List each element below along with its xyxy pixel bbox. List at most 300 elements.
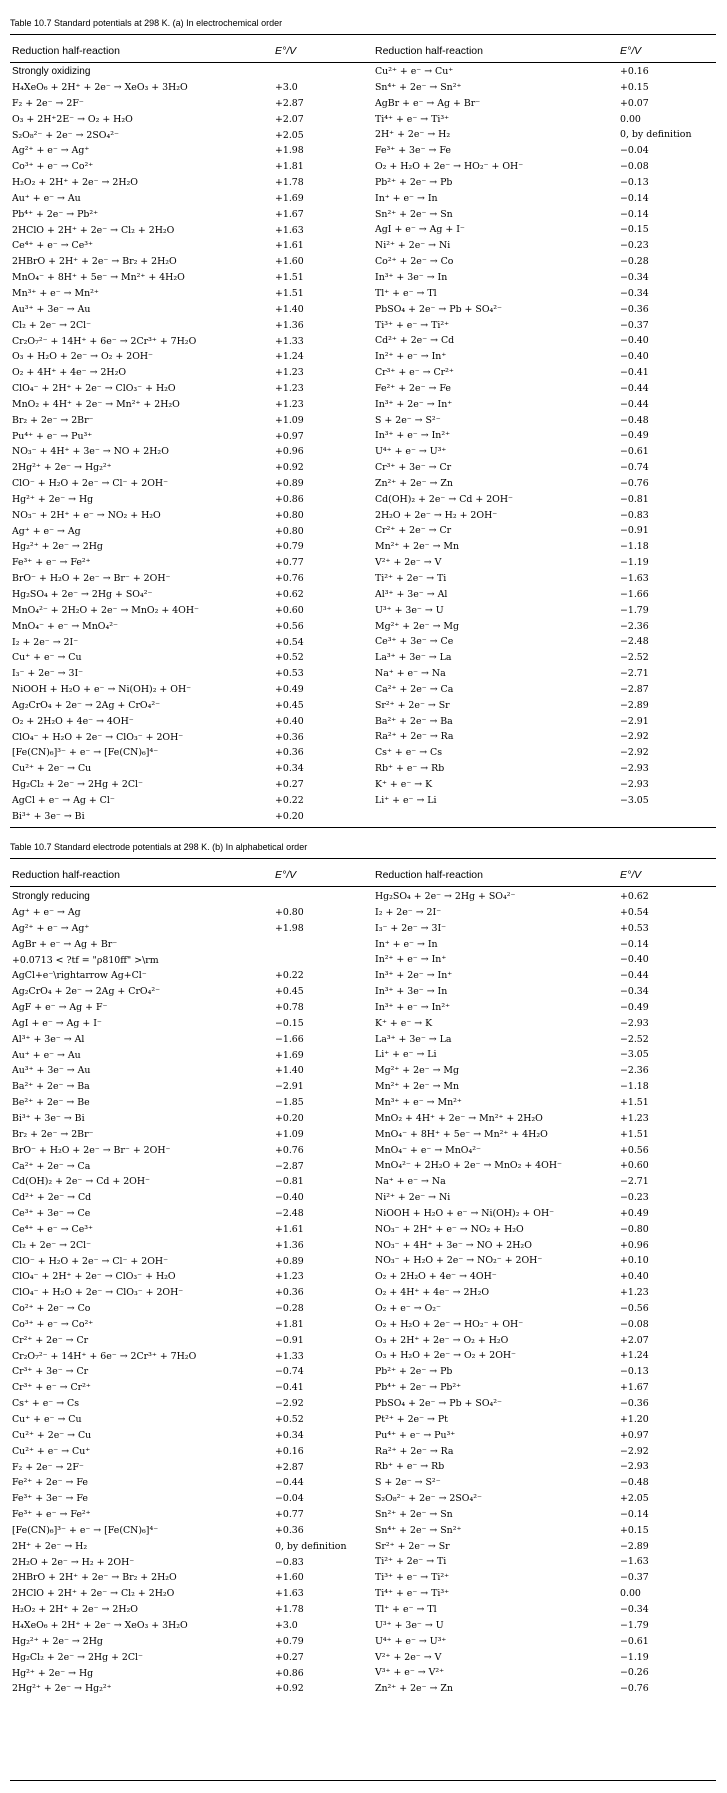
half-reaction: K⁺ + e⁻ → K [375, 1017, 433, 1029]
half-reaction: Hg₂Cl₂ + 2e⁻ → 2Hg + 2Cl⁻ [12, 779, 143, 791]
half-reaction: Ni²⁺ + 2e⁻ → Ni [375, 240, 451, 252]
half-reaction: O₃ + H₂O + 2e⁻ → O₂ + 2OH⁻ [375, 1350, 517, 1362]
half-reaction: MnO₄²⁻ + 2H₂O + 2e⁻ → MnO₂ + 4OH⁻ [375, 1160, 562, 1172]
half-reaction: ClO⁻ + H₂O + 2e⁻ → Cl⁻ + 2OH⁻ [12, 478, 169, 490]
potential-value: +1.51 [620, 1096, 649, 1108]
table-row [10, 1681, 716, 1697]
potential-value: −2.87 [620, 683, 649, 695]
half-reaction: Sn⁴⁺ + 2e⁻ → Sn²⁺ [375, 1524, 462, 1536]
table-row [10, 761, 716, 777]
table-row [10, 238, 716, 254]
table-row [10, 809, 716, 825]
potential-value: +0.54 [620, 906, 649, 918]
half-reaction: Cl₂ + 2e⁻ → 2Cl⁻ [12, 319, 92, 331]
table-row [10, 1111, 716, 1127]
potential-value: +0.80 [275, 907, 304, 918]
potential-value: +1.61 [275, 1223, 304, 1235]
table-row [10, 523, 716, 539]
potential-value: −0.37 [620, 319, 649, 331]
potential-value: +0.40 [620, 1271, 649, 1283]
half-reaction: ClO₄⁻ + 2H⁺ + 2e⁻ → ClO₃⁻ + H₂O [12, 1271, 176, 1283]
potential-value: +0.15 [620, 1524, 649, 1536]
potential-value: −0.40 [275, 1192, 304, 1204]
table-row [10, 1285, 716, 1301]
table-b-caption: Table 10.7 Standard electrode potentials at 298 K. (b) In alphabetical order [10, 842, 308, 852]
table-row [10, 619, 716, 635]
potential-value: −0.49 [620, 430, 649, 442]
potential-value: −2.36 [620, 620, 649, 632]
potential-value: +0.40 [275, 715, 304, 727]
potential-value: +1.23 [275, 398, 304, 410]
potential-value: −0.04 [620, 145, 649, 157]
potential-value: +1.36 [275, 1239, 304, 1251]
table-row [10, 1459, 716, 1475]
half-reaction: NO₃⁻ + 2H⁺ + e⁻ → NO₂ + H₂O [12, 509, 161, 521]
half-reaction: In³⁺ + 2e⁻ → In⁺ [375, 970, 453, 982]
potential-value: −1.79 [620, 1619, 649, 1631]
potential-value: −0.44 [275, 1477, 304, 1489]
half-reaction: K⁺ + e⁻ → K [375, 778, 433, 790]
half-reaction: Cr²⁺ + 2e⁻ → Cr [375, 525, 452, 537]
half-reaction: In³⁺ + 3e⁻ → In [375, 986, 448, 998]
half-reaction: MnO₄²⁻ + 2H₂O + 2e⁻ → MnO₂ + 4OH⁻ [12, 604, 199, 616]
potential-value: −2.52 [620, 652, 649, 664]
table-row [10, 1158, 716, 1174]
table-row [10, 159, 716, 175]
potential-value: +0.96 [620, 1239, 649, 1251]
half-reaction: Ca²⁺ + 2e⁻ → Ca [12, 1160, 91, 1172]
table-row [10, 1190, 716, 1206]
half-reaction: Au⁺ + e⁻ → Au [12, 192, 81, 204]
potential-value: +1.69 [275, 1049, 304, 1061]
potential-value: −3.05 [620, 794, 649, 806]
potential-value: −0.81 [275, 1176, 304, 1188]
half-reaction: Hg²⁺ + 2e⁻ → Hg [12, 493, 94, 505]
table-row [10, 1333, 716, 1349]
table-row [10, 714, 716, 730]
table-row [10, 889, 716, 905]
potential-value: +0.79 [275, 1635, 304, 1647]
potential-value: −2.93 [620, 763, 649, 775]
table-row [10, 1206, 716, 1222]
potential-value: −2.52 [620, 1033, 649, 1045]
table-row [10, 1650, 716, 1666]
half-reaction: Hg₂SO₄ + 2e⁻ → 2Hg + SO₄²⁻ [12, 589, 153, 600]
potential-value: −2.87 [275, 1160, 304, 1172]
potential-value: +0.20 [275, 1112, 304, 1124]
potential-value: +2.07 [620, 1334, 649, 1346]
half-reaction: Cu²⁺ + 2e⁻ → Cu [12, 763, 92, 775]
half-reaction: Ti²⁺ + 2e⁻ → Ti [375, 1556, 447, 1568]
table-a-header-rule [10, 62, 716, 63]
half-reaction: Cr₂O₇²⁻ + 14H⁺ + 6e⁻ → 2Cr³⁺ + 7H₂O [12, 335, 197, 347]
half-reaction: ClO₄⁻ + 2H⁺ + 2e⁻ → ClO₃⁻ + H₂O [12, 383, 176, 395]
potential-value: +0.97 [620, 1429, 649, 1441]
half-reaction: BrO⁻ + H₂O + 2e⁻ → Br⁻ + 2OH⁻ [12, 1144, 171, 1156]
potential-value: +1.20 [620, 1413, 649, 1425]
half-reaction: ClO₄⁻ + H₂O + 2e⁻ → ClO₃⁻ + 2OH⁻ [12, 731, 184, 743]
half-reaction: I₃⁻ + 2e⁻ → 3I⁻ [12, 668, 84, 680]
half-reaction: O₃ + 2H⁺2E⁻ → O₂ + H₂O [12, 113, 133, 125]
table-row [10, 1301, 716, 1317]
potential-value: +0.54 [275, 636, 304, 648]
half-reaction: Bi³⁺ + 3e⁻ → Bi [12, 1112, 85, 1124]
potential-value: +0.45 [275, 699, 304, 711]
table-row [10, 1317, 716, 1333]
potential-value: +1.36 [275, 319, 304, 331]
potential-value: +0.16 [275, 1445, 304, 1457]
potential-value: −0.34 [620, 287, 649, 299]
potential-value: +0.49 [620, 1207, 649, 1219]
table-row [10, 175, 716, 191]
half-reaction: Hg²⁺ + 2e⁻ → Hg [12, 1667, 94, 1679]
table-a-bottom-rule [10, 827, 716, 828]
potential-value: +0.76 [275, 573, 304, 585]
potential-value: −0.44 [620, 970, 649, 982]
potential-value: +0.78 [275, 1002, 304, 1014]
table-row [10, 968, 716, 984]
potential-value: −0.14 [620, 192, 649, 204]
table-row [10, 1428, 716, 1444]
potential-value: +0.22 [275, 970, 304, 982]
table-a-top-rule [10, 34, 716, 35]
half-reaction: MnO₄⁻ + e⁻ → MnO₄²⁻ [375, 1144, 481, 1156]
potential-value: −2.71 [620, 1176, 649, 1188]
potential-value: +1.33 [275, 1350, 304, 1362]
half-reaction: Fe²⁺ + 2e⁻ → Fe [375, 382, 451, 394]
potential-value: +0.52 [275, 1414, 304, 1425]
potential-value: −2.93 [620, 1461, 649, 1473]
table-row [10, 634, 716, 650]
half-reaction: Mn²⁺ + 2e⁻ → Mn [375, 541, 460, 553]
potential-value: −2.48 [275, 1208, 304, 1220]
potential-value: −0.41 [275, 1382, 304, 1394]
half-reaction: Mn³⁺ + e⁻ → Mn²⁺ [12, 287, 99, 299]
table-b-col4-header: E°/V [620, 869, 642, 881]
table-row [10, 1554, 716, 1570]
potential-value: +0.60 [275, 604, 304, 616]
table-row [10, 1523, 716, 1539]
half-reaction: Ti³⁺ + e⁻ → Ti²⁺ [375, 1572, 450, 1584]
half-reaction: In³⁺ + e⁻ → In²⁺ [375, 1001, 451, 1013]
half-reaction: 2H⁺ + 2e⁻ → H₂ [12, 1540, 88, 1552]
potential-value: −2.92 [620, 731, 649, 743]
table-row [10, 745, 716, 761]
half-reaction: Co²⁺ + 2e⁻ → Co [12, 1303, 91, 1315]
table-row [10, 682, 716, 698]
table-row [10, 1634, 716, 1650]
half-reaction: Cu²⁺ + e⁻ → Cu⁺ [12, 1445, 91, 1457]
potential-value: +2.05 [275, 129, 304, 141]
table-row [10, 191, 716, 207]
potential-value: +0.16 [620, 66, 649, 77]
potential-value: +0.96 [275, 446, 304, 458]
half-reaction: Pu⁴⁺ + e⁻ → Pu³⁺ [375, 1429, 456, 1441]
half-reaction: AgF + e⁻ → Ag + F⁻ [12, 1002, 108, 1014]
potential-value: −2.92 [275, 1398, 304, 1410]
potential-value: +0.60 [620, 1160, 649, 1172]
table-row [10, 1238, 716, 1254]
half-reaction: Ag₂CrO₄ + 2e⁻ → 2Ag + CrO₄²⁻ [12, 699, 161, 711]
potential-value: −2.36 [620, 1065, 649, 1077]
half-reaction: Ca²⁺ + 2e⁻ → Ca [375, 683, 454, 695]
potential-value: +0.80 [275, 509, 304, 521]
half-reaction: Ba²⁺ + 2e⁻ → Ba [375, 715, 453, 727]
half-reaction: Ti²⁺ + 2e⁻ → Ti [375, 573, 447, 584]
half-reaction: Sr²⁺ + 2e⁻ → Sr [375, 699, 450, 711]
half-reaction: O₂ + 4H⁺ + 4e⁻ → 2H₂O [12, 367, 127, 379]
half-reaction: ClO⁻ + H₂O + 2e⁻ → Cl⁻ + 2OH⁻ [12, 1255, 169, 1267]
half-reaction: PbSO₄ + 2e⁻ → Pb + SO₄²⁻ [375, 303, 502, 315]
table-row [10, 413, 716, 429]
half-reaction: O₂ + 2H₂O + 4e⁻ → 4OH⁻ [375, 1271, 497, 1283]
potential-value: −0.76 [620, 1683, 649, 1695]
potential-value: −0.83 [275, 1556, 304, 1568]
half-reaction: NiOOH + H₂O + e⁻ → Ni(OH)₂ + OH⁻ [12, 684, 192, 696]
half-reaction: Ce³⁺ + 3e⁻ → Ce [375, 636, 454, 648]
table-row [10, 1444, 716, 1460]
half-reaction: F₂ + 2e⁻ → 2F⁻ [12, 1461, 84, 1473]
half-reaction: Cr³⁺ + 3e⁻ → Cr [12, 1366, 89, 1378]
potential-value: −0.44 [620, 382, 649, 394]
potential-value: +1.23 [275, 367, 304, 379]
table-row [10, 508, 716, 524]
half-reaction: In³⁺ + e⁻ → In²⁺ [375, 430, 451, 442]
half-reaction: I₂ + 2e⁻ → 2I⁻ [375, 906, 442, 918]
table-a-col4-header: E°/V [620, 45, 642, 57]
table-row [10, 984, 716, 1000]
half-reaction: F₂ + 2e⁻ → 2F⁻ [12, 97, 84, 109]
half-reaction: NiOOH + H₂O + e⁻ → Ni(OH)₂ + OH⁻ [375, 1207, 555, 1219]
half-reaction: In²⁺ + e⁻ → In⁺ [375, 954, 447, 966]
potential-value: −0.15 [275, 1017, 304, 1029]
half-reaction: Cd(OH)₂ + 2e⁻ → Cd + 2OH⁻ [375, 493, 513, 505]
half-reaction: U³⁺ + 3e⁻ → U [375, 1619, 444, 1631]
table-b-section-label: Strongly reducing [12, 891, 90, 902]
half-reaction: Sn⁴⁺ + 2e⁻ → Sn²⁺ [375, 81, 462, 93]
table-row [10, 365, 716, 381]
half-reaction: Cs⁺ + e⁻ → Cs [12, 1398, 80, 1410]
half-reaction: Cu²⁺ + e⁻ → Cu⁺ [375, 66, 454, 77]
half-reaction: In⁺ + e⁻ → In [375, 938, 438, 950]
potential-value: +1.60 [275, 1572, 304, 1584]
potential-value: +0.07 [620, 97, 649, 109]
table-row [10, 1063, 716, 1079]
table-row [10, 1095, 716, 1111]
half-reaction: Cr₂O₇²⁻ + 14H⁺ + 6e⁻ → 2Cr³⁺ + 7H₂O [12, 1350, 197, 1362]
half-reaction: AgBr + e⁻ → Ag + Br⁻ [12, 938, 118, 950]
half-reaction: Na⁺ + e⁻ → Na [375, 668, 446, 680]
half-reaction: Co²⁺ + 2e⁻ → Co [375, 256, 454, 268]
potential-value: +0.62 [275, 589, 304, 600]
potential-value: +0.53 [620, 922, 649, 934]
table-a-right-rows [10, 64, 716, 809]
table-row [10, 1618, 716, 1634]
table-row [10, 428, 716, 444]
table-row [10, 127, 716, 143]
potential-value: −2.93 [620, 1017, 649, 1029]
potential-value: −0.13 [620, 1366, 649, 1378]
potential-value: +0.56 [275, 620, 304, 632]
potential-value: +1.33 [275, 335, 304, 347]
table-b-col3-header: Reduction half-reaction [375, 869, 483, 881]
half-reaction: H₄XeO₆ + 2H⁺ + 2e⁻ → XeO₃ + 3H₂O [12, 82, 188, 93]
half-reaction: AgI + e⁻ → Ag + I⁻ [12, 1017, 102, 1029]
potential-value: +3.0 [275, 82, 298, 93]
half-reaction: Ag²⁺ + e⁻ → Ag⁺ [12, 922, 90, 934]
half-reaction: U³⁺ + 3e⁻ → U [375, 604, 444, 616]
potential-value: +0.77 [275, 557, 304, 569]
potential-value: +0.92 [275, 462, 304, 474]
half-reaction: H₂O₂ + 2H⁺ + 2e⁻ → 2H₂O [12, 1604, 138, 1616]
potential-value: −0.40 [620, 954, 649, 966]
table-row [10, 905, 716, 921]
potential-value: +2.05 [620, 1493, 649, 1505]
table-row [10, 1475, 716, 1491]
half-reaction: Au³⁺ + 3e⁻ → Au [12, 303, 91, 315]
half-reaction: S₂O₈²⁻ + 2e⁻ → 2SO₄²⁻ [375, 1493, 482, 1505]
potential-value: +1.60 [275, 256, 304, 268]
half-reaction: 2HClO + 2H⁺ + 2e⁻ → Cl₂ + 2H₂O [12, 224, 175, 236]
table-row [10, 921, 716, 937]
potential-value: −0.74 [620, 462, 649, 474]
half-reaction: Al³⁺ + 3e⁻ → Al [375, 588, 448, 600]
potential-value: −1.85 [275, 1097, 304, 1109]
table-row [10, 1364, 716, 1380]
potential-value: 0, by definition [275, 1540, 347, 1552]
table-row [10, 729, 716, 745]
half-reaction: Mn³⁺ + e⁻ → Mn²⁺ [375, 1096, 462, 1108]
potential-value: +1.81 [275, 161, 304, 173]
potential-value: −1.79 [620, 604, 649, 616]
table-row [10, 112, 716, 128]
potential-value: −0.34 [620, 986, 649, 998]
potential-value: −2.91 [620, 715, 649, 727]
potential-value: +0.62 [620, 891, 649, 902]
table-row [10, 1222, 716, 1238]
table-row [10, 587, 716, 603]
potential-value: 0.00 [620, 1588, 641, 1600]
table-row [10, 1032, 716, 1048]
potential-value: −0.15 [620, 224, 649, 236]
half-reaction: Cu⁺ + e⁻ → Cu [12, 1414, 82, 1425]
potential-value: −0.48 [620, 414, 649, 426]
table-row [10, 1079, 716, 1095]
half-reaction: Cu²⁺ + 2e⁻ → Cu [12, 1429, 92, 1441]
table-row [10, 254, 716, 270]
half-reaction: Cl₂ + 2e⁻ → 2Cl⁻ [12, 1239, 92, 1251]
half-reaction: In³⁺ + 3e⁻ → In [375, 271, 448, 283]
table-row [10, 571, 716, 587]
half-reaction: 2HBrO + 2H⁺ + 2e⁻ → Br₂ + 2H₂O [12, 256, 177, 268]
half-reaction: Hg₂²⁺ + 2e⁻ → 2Hg [12, 541, 103, 553]
potential-value: −0.61 [620, 1635, 649, 1647]
table-row [10, 793, 716, 809]
half-reaction: Tl⁺ + e⁻ → Tl [375, 1603, 437, 1615]
potential-value: +1.63 [275, 1588, 304, 1600]
table-row [10, 349, 716, 365]
table-a-section-label: Strongly oxidizing [12, 66, 91, 77]
half-reaction: Ti⁴⁺ + e⁻ → Ti³⁺ [375, 1588, 450, 1600]
table-row [10, 333, 716, 349]
half-reaction: Ag⁺ + e⁻ → Ag [12, 907, 81, 918]
potential-value: −0.28 [275, 1303, 304, 1315]
potential-value: −0.08 [620, 1318, 649, 1330]
table-row [10, 698, 716, 714]
table-row [10, 1602, 716, 1618]
half-reaction: 2Hg²⁺ + 2e⁻ → Hg₂²⁺ [12, 462, 112, 474]
potential-value: −0.23 [620, 240, 649, 252]
potential-value: +1.09 [275, 1128, 304, 1140]
half-reaction: MnO₄⁻ + 8H⁺ + 5e⁻ → Mn²⁺ + 4H₂O [12, 272, 185, 284]
table-row [10, 397, 716, 413]
potential-value: +1.40 [275, 1065, 304, 1077]
half-reaction: Cd²⁺ + 2e⁻ → Cd [12, 1192, 92, 1204]
half-reaction: Fe³⁺ + e⁻ → Fe²⁺ [12, 557, 91, 569]
half-reaction: O₂ + e⁻ → O₂⁻ [375, 1302, 441, 1314]
half-reaction: 2HBrO + 2H⁺ + 2e⁻ → Br₂ + 2H₂O [12, 1572, 177, 1584]
half-reaction: MnO₄⁻ + 8H⁺ + 5e⁻ → Mn²⁺ + 4H₂O [375, 1128, 548, 1140]
half-reaction: AgCl+e⁻\rightarrow Ag+Cl⁻ [12, 970, 147, 982]
potential-value: +0.77 [275, 1509, 304, 1521]
potential-value: −0.41 [620, 367, 649, 379]
table-b-col2-header: E°/V [275, 869, 297, 881]
table-row [10, 1047, 716, 1063]
table-row [10, 952, 716, 968]
half-reaction: La³⁺ + 3e⁻ → La [375, 652, 452, 664]
potential-value: +1.61 [275, 240, 304, 252]
potential-value: +1.67 [620, 1382, 649, 1394]
potential-value: −3.05 [620, 1049, 649, 1061]
potential-value: +0.92 [275, 1683, 304, 1695]
half-reaction: Zn²⁺ + 2e⁻ → Zn [375, 1683, 453, 1695]
half-reaction: BrO⁻ + H₂O + 2e⁻ → Br⁻ + 2OH⁻ [12, 573, 171, 585]
potential-value: +0.86 [275, 1667, 304, 1679]
table-b-header-rule [10, 886, 716, 887]
potential-value: +0.36 [275, 1524, 304, 1536]
table-b-bottom-rule [10, 1780, 716, 1781]
potential-value: +0.36 [275, 731, 304, 743]
half-reaction: Cr³⁺ + e⁻ → Cr²⁺ [12, 1382, 91, 1394]
half-reaction: Ra²⁺ + 2e⁻ → Ra [375, 1445, 454, 1457]
potential-value: +1.24 [275, 351, 304, 363]
half-reaction: Al³⁺ + 3e⁻ → Al [12, 1033, 85, 1045]
table-row [10, 1348, 716, 1364]
potential-value: −0.34 [620, 1603, 649, 1615]
table-b-right-rows [10, 889, 716, 1697]
potential-value: +1.51 [275, 287, 304, 299]
half-reaction: S + 2e⁻ → S²⁻ [375, 1477, 441, 1489]
half-reaction: Cs⁺ + e⁻ → Cs [375, 747, 443, 759]
half-reaction: Sn²⁺ + 2e⁻ → Sn [375, 208, 453, 220]
potential-value: +1.78 [275, 177, 304, 189]
potential-value: +1.23 [620, 1112, 649, 1124]
half-reaction: 2Hg²⁺ + 2e⁻ → Hg₂²⁺ [12, 1683, 112, 1695]
potential-value: −0.40 [620, 351, 649, 363]
half-reaction: Li⁺ + e⁻ → Li [375, 794, 437, 806]
potential-value: −0.13 [620, 176, 649, 188]
half-reaction: Mg²⁺ + 2e⁻ → Mg [375, 1065, 459, 1077]
potential-value: −0.74 [275, 1366, 304, 1378]
table-row [10, 937, 716, 953]
half-reaction: Be²⁺ + 2e⁻ → Be [12, 1097, 90, 1109]
potential-value: +1.40 [275, 303, 304, 315]
potential-value: +1.23 [620, 1287, 649, 1299]
half-reaction: Au³⁺ + 3e⁻ → Au [12, 1065, 91, 1077]
potential-value: +1.51 [620, 1128, 649, 1140]
potential-value: −0.36 [620, 303, 649, 315]
half-reaction: +0.0713 < ?tf = "ρ810ff" >\rm [12, 954, 159, 966]
